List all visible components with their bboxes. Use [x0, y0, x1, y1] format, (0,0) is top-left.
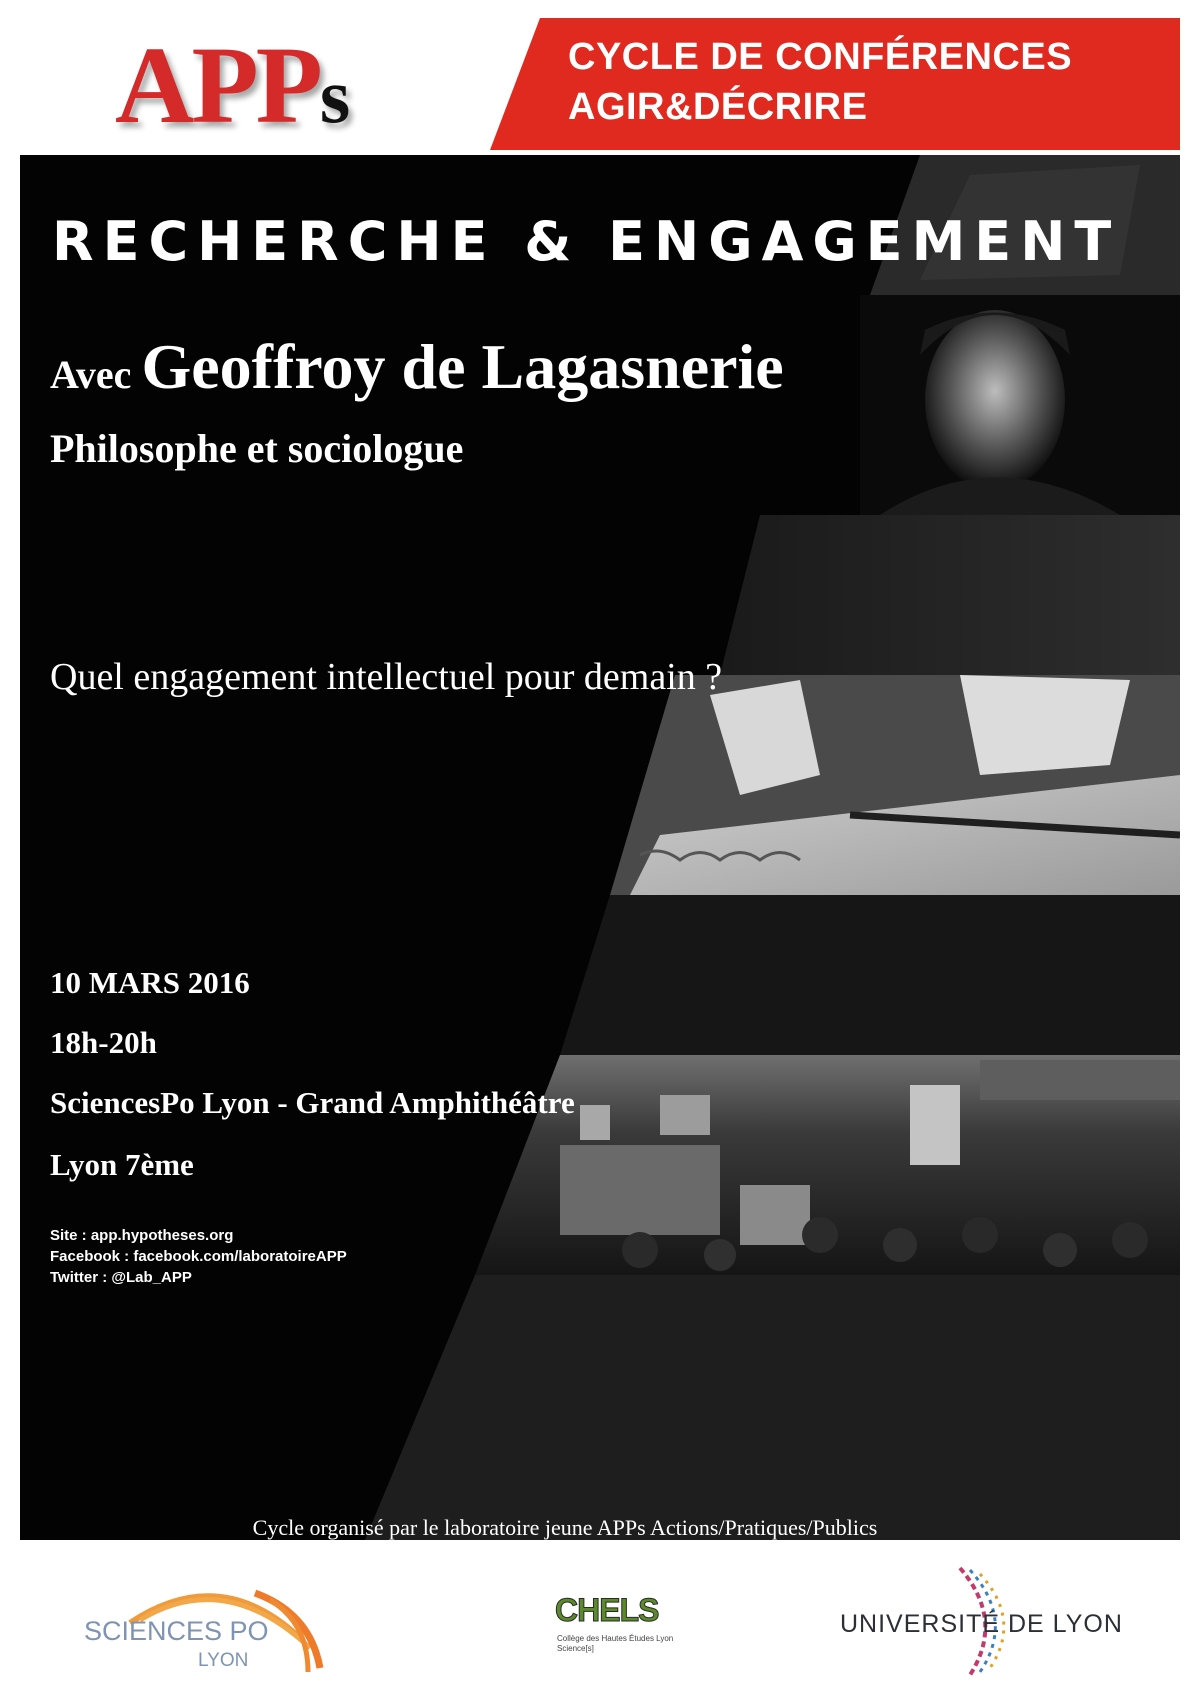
event-time: 18h-20h [50, 1025, 157, 1060]
event-question: Quel engagement intellectuel pour demain ? [50, 656, 723, 698]
contact-facebook: Facebook : facebook.com/laboratoireAPP [50, 1248, 347, 1265]
sciencespo-lyon-logo [70, 1568, 330, 1678]
banner-line-2: AGIR&DÉCRIRE [568, 86, 868, 128]
event-date: 10 MARS 2016 [50, 965, 250, 1000]
chels-subtitle: Collège des Hautes Études Lyon Science[s] [557, 1634, 674, 1653]
contact-info [50, 1225, 347, 1288]
apps-logo [115, 24, 351, 146]
chels-name: CHELS [555, 1592, 659, 1628]
sciencespo-city: LYON [198, 1650, 249, 1671]
organizer-note [0, 1515, 1200, 1541]
universite-name: UNIVERSITÉ DE LYON [840, 1610, 1123, 1638]
dark-photo-strip-2 [560, 895, 1180, 1055]
protest-photo [475, 1055, 1180, 1275]
contact-twitter: Twitter : @Lab_APP [50, 1269, 192, 1286]
speaker-name: Geoffroy de Lagasnerie [141, 331, 784, 402]
contact-site: Site : app.hypotheses.org [50, 1227, 234, 1244]
notebook-photo [610, 675, 1180, 895]
universite-de-lyon-logo [830, 1560, 1150, 1680]
conference-cycle-title [568, 32, 1072, 132]
chels-logo [555, 1588, 685, 1663]
portrait-photo [860, 295, 1180, 515]
organizer-text: Cycle organisé par le laboratoire jeune APPs Actions/Pratiques/Publics [252, 1515, 878, 1540]
main-panel [20, 155, 1180, 1540]
apps-logo-caps: APP [115, 24, 320, 146]
dark-photo-strip-1 [720, 515, 1180, 675]
event-title: RECHERCHE & ENGAGEMENT [52, 210, 1121, 273]
event-city: Lyon 7ème [50, 1147, 194, 1182]
bottom-photo-strip [365, 1275, 1180, 1540]
banner-line-1: CYCLE DE CONFÉRENCES [568, 36, 1073, 78]
event-venue: SciencesPo Lyon - Grand Amphithéâtre [50, 1085, 575, 1120]
sciencespo-name: SCIENCES PO [84, 1616, 269, 1646]
speaker-prefix: Avec [50, 352, 142, 397]
apps-logo-s: s [319, 52, 351, 139]
speaker-role: Philosophe et sociologue [50, 426, 464, 471]
speaker-line [50, 330, 784, 404]
